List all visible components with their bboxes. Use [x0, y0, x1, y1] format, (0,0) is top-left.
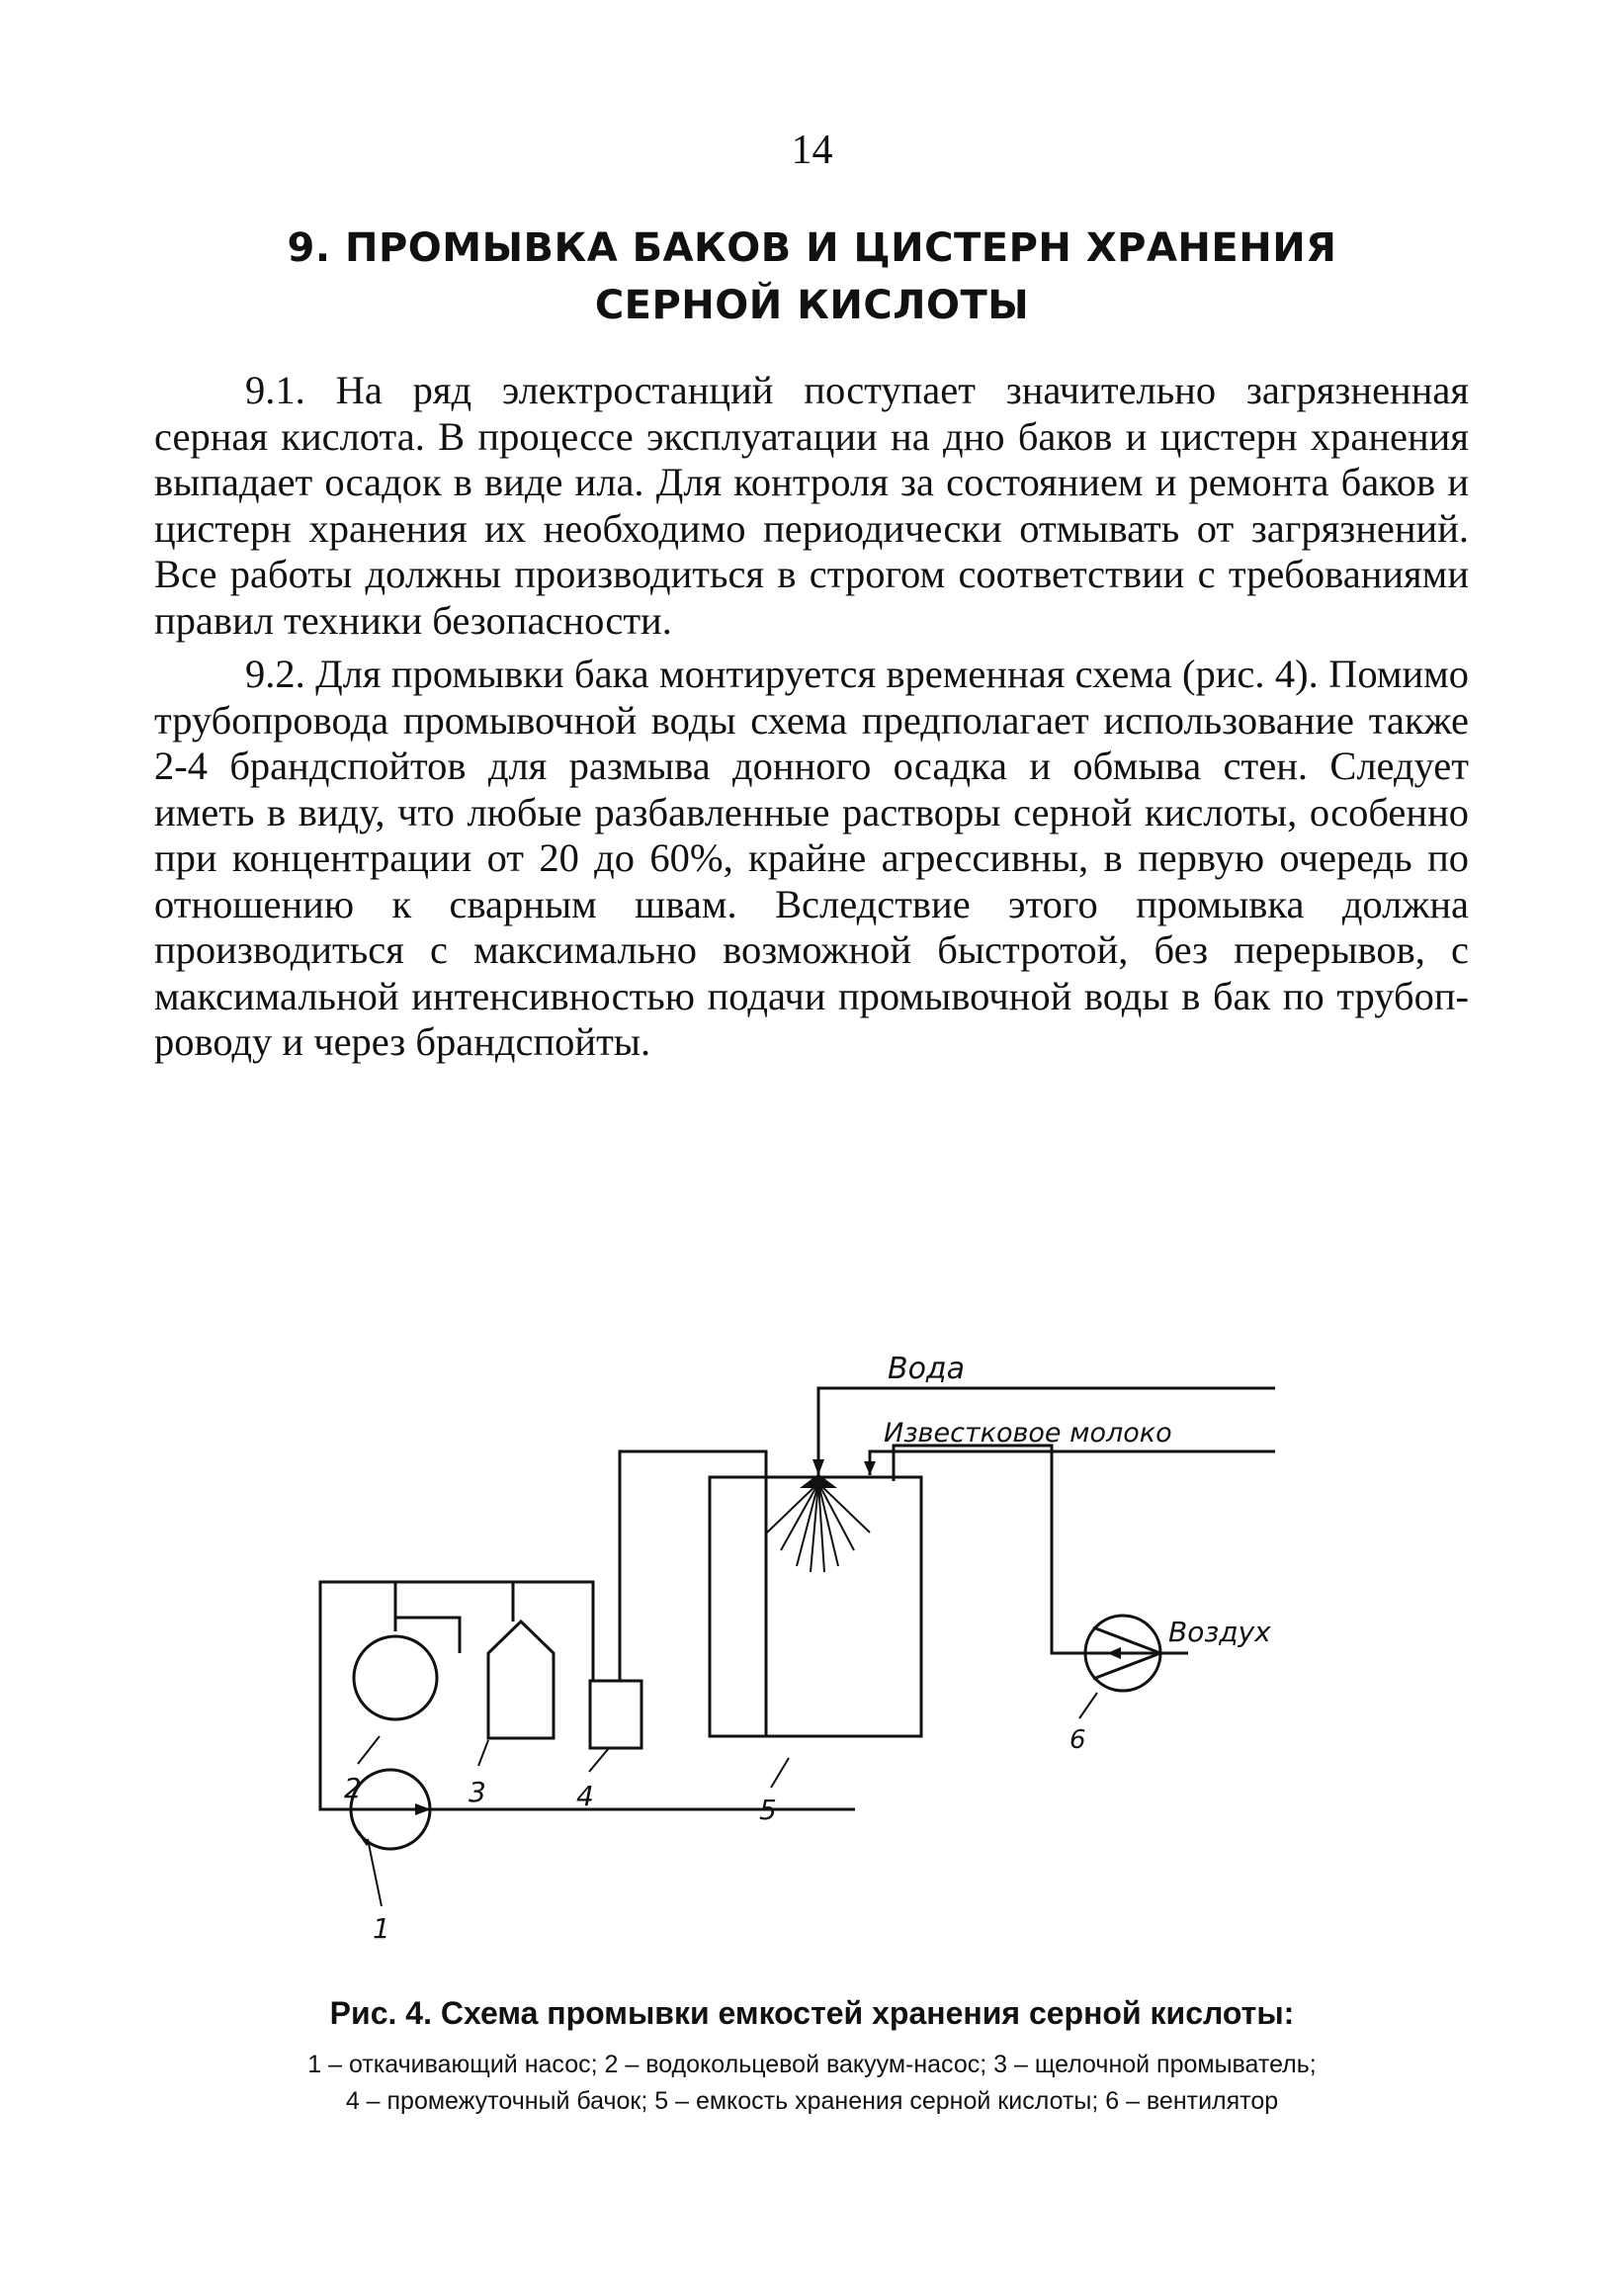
label-num-6: 6: [1069, 1725, 1086, 1755]
vacuum-pump-2: [354, 1618, 460, 1719]
spray-nozzle-icon: [767, 1475, 870, 1572]
figure-legend-line-1: 1 – откачивающий насос; 2 – водокольцевой вакуум-насос; 3 – щелочной промыватель;: [307, 2051, 1317, 2078]
paragraph-9-1: 9.1. На ряд электростанций поступает значительно загрязненная серная кислота. В процессе эксплуатации на дно баков и цистерн хранения выпадает осадок в виде ила. Для контроля за состоянием и ремонта баков и цистерн хранения их необходимо периодически отмывать от загрязнений. Все работы должны производиться в строгом соответствии с требованиями правил техники безопасности.: [154, 368, 1469, 643]
figure-legend-line-2: 4 – промежуточный бачок; 5 – емкость хранения серной кислоты; 6 – вентилятор: [345, 2087, 1279, 2115]
washing-scheme-diagram: [0, 1325, 1624, 1977]
page-number: 14: [791, 128, 833, 173]
label-air: Воздух: [1168, 1616, 1271, 1648]
body-text: [154, 368, 1469, 1066]
figure-title: Рис. 4. Схема промывки емкостей хранения серной кислоты:: [329, 1995, 1295, 2031]
section-title-line-2: СЕРНОЙ КИСЛОТЫ: [594, 283, 1030, 328]
label-num-2: 2: [344, 1772, 362, 1804]
label-num-3: 3: [469, 1776, 486, 1808]
lime-milk-pipe: [864, 1451, 1275, 1475]
intermediate-vessel-4: [590, 1681, 641, 1748]
paragraph-9-2: 9.2. Для промывки бака монтируется временная схема (рис. 4). Помимо трубопровода промывочной воды схема предполагает использование также 2-4 брандспойтов для размыва донного осадка и обмыва стен. Следует иметь в виду, что любые разбавленные растворы серной кислоты, особенно при концентрации от 20 до 60%, крайне агрессивны, в первую очередь по отношению к сварным швам. Вследствие этого промывка должна производиться с максимально возможной быстротой, без перерывов, с максимальной интенсивностью подачи промывочной воды в бак по трубопроводу и через брандспойты.: [154, 652, 1469, 1064]
section-title-line-1: 9. ПРОМЫВКА БАКОВ И ЦИСТЕРН ХРАНЕНИЯ: [287, 225, 1337, 271]
label-water: Вода: [888, 1352, 966, 1386]
fan-6: [1085, 1616, 1160, 1691]
section-title: [0, 219, 1624, 334]
label-num-1: 1: [373, 1912, 390, 1945]
figure-legend: [0, 2047, 1624, 2120]
alkaline-scrubber-3: [488, 1622, 554, 1738]
label-lime-milk: Известковое молоко: [884, 1418, 1172, 1448]
air-pipe: [894, 1446, 1188, 1659]
label-num-5: 5: [759, 1794, 777, 1826]
drain-pump-1: [351, 1770, 430, 1849]
label-num-4: 4: [576, 1780, 594, 1812]
